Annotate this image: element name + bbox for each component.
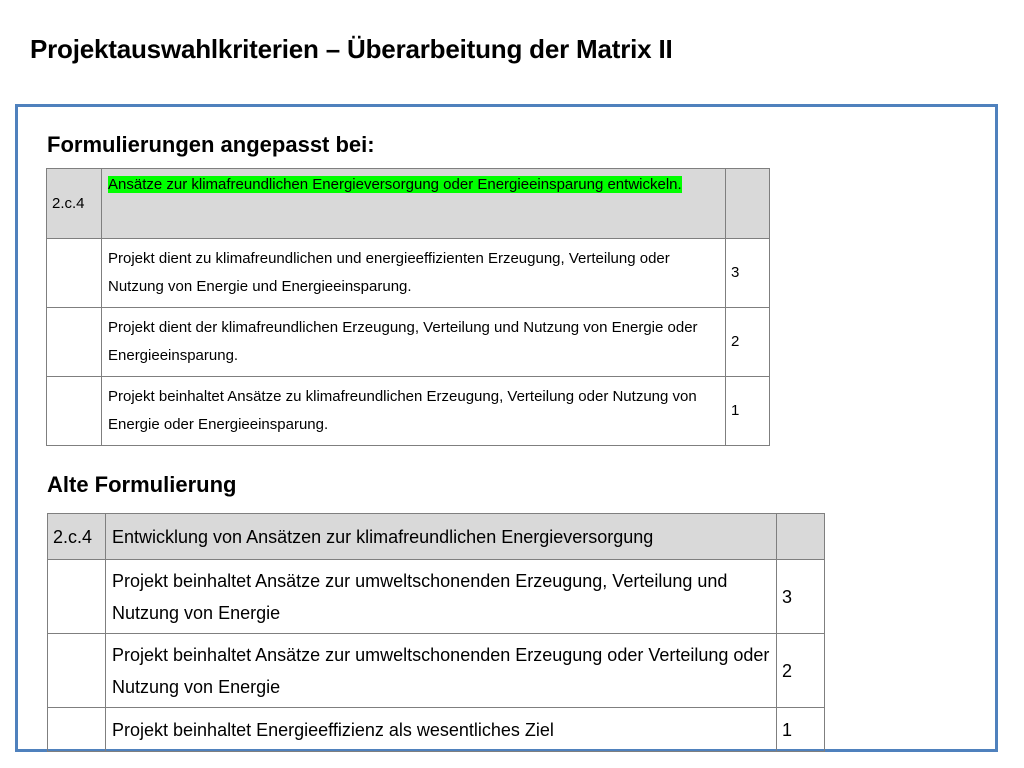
criterion-score: 1 xyxy=(777,708,825,752)
table-row xyxy=(47,239,770,308)
table-row xyxy=(48,634,825,708)
criterion-score: 3 xyxy=(726,239,770,308)
criterion-score: 1 xyxy=(726,377,770,446)
blank-code-cell xyxy=(47,308,102,377)
criterion-score: 2 xyxy=(777,634,825,708)
blank-code-cell xyxy=(48,708,106,752)
section-heading-new: Formulierungen angepasst bei: xyxy=(47,132,375,157)
blank-code-cell xyxy=(47,239,102,308)
criterion-description: Projekt beinhaltet Ansätze zu klimafreundlichen Erzeugung, Verteilung oder Nutzung von Energie oder Energieeinsparung. xyxy=(102,377,726,446)
criteria-table-old xyxy=(47,513,825,752)
criterion-description: Projekt beinhaltet Ansätze zur umweltschonenden Erzeugung oder Verteilung oder Nutzung von Energie xyxy=(106,634,777,708)
criterion-score: 2 xyxy=(726,308,770,377)
criterion-score-header xyxy=(726,169,770,239)
table-row xyxy=(48,560,825,634)
table-row xyxy=(47,377,770,446)
blank-code-cell xyxy=(48,560,106,634)
criterion-title-highlighted: Ansätze zur klimafreundlichen Energieversorgung oder Energieeinsparung entwickeln. xyxy=(108,176,682,193)
criterion-score-header xyxy=(777,514,825,560)
table-header-row xyxy=(47,169,770,239)
table-row xyxy=(47,308,770,377)
criterion-code: 2.c.4 xyxy=(47,169,102,239)
criterion-title: Entwicklung von Ansätzen zur klimafreundlichen Energieversorgung xyxy=(106,514,777,560)
criterion-code: 2.c.4 xyxy=(48,514,106,560)
table-row xyxy=(48,708,825,752)
slide-title: Projektauswahlkriterien – Überarbeitung der Matrix II xyxy=(30,34,673,64)
table-header-row xyxy=(48,514,825,560)
criterion-description: Projekt dient zu klimafreundlichen und energieeffizienten Erzeugung, Verteilung oder Nutzung von Energie und Energieeinsparung. xyxy=(102,239,726,308)
criterion-title-cell xyxy=(102,169,726,239)
blank-code-cell xyxy=(48,634,106,708)
criteria-table-new xyxy=(46,168,770,446)
section-heading-old: Alte Formulierung xyxy=(47,472,237,497)
criterion-description: Projekt beinhaltet Energieeffizienz als wesentliches Ziel xyxy=(106,708,777,752)
criterion-description: Projekt dient der klimafreundlichen Erzeugung, Verteilung und Nutzung von Energie oder Energieeinsparung. xyxy=(102,308,726,377)
criterion-description: Projekt beinhaltet Ansätze zur umweltschonenden Erzeugung, Verteilung und Nutzung von Energie xyxy=(106,560,777,634)
blank-code-cell xyxy=(47,377,102,446)
criterion-score: 3 xyxy=(777,560,825,634)
